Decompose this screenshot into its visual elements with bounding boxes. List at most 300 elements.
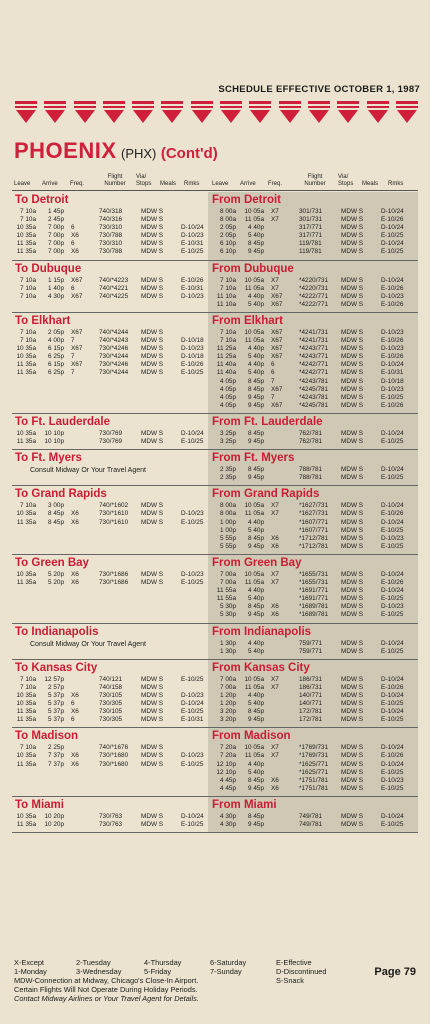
- flight-row: [12, 579, 208, 587]
- arrive-time: 6 25p: [48, 369, 64, 377]
- remarks: D-10/23: [381, 292, 404, 300]
- leave-time: 11 35a: [16, 518, 36, 526]
- remarks: E-10/25: [381, 768, 404, 776]
- flight-number: 730/*1686: [99, 570, 129, 578]
- flight-number: *4245/781: [299, 401, 329, 409]
- leave-time: 1 20p: [220, 700, 236, 708]
- flight-number: 740/*4221: [99, 284, 129, 292]
- arrive-time: 7 00p: [48, 248, 64, 256]
- to-column: [12, 555, 208, 623]
- leave-time: 6 10p: [220, 248, 236, 256]
- from-origin-title: From Indianapolis: [212, 625, 312, 638]
- flight-number: *1607/771: [299, 526, 329, 534]
- remarks: E-10/25: [381, 526, 404, 534]
- remarks: D-10/24: [381, 502, 404, 510]
- leave-time: 10 35a: [16, 510, 36, 518]
- route-section: [12, 660, 418, 729]
- flight-row: [12, 813, 208, 821]
- via-stops: MDW S: [341, 821, 364, 829]
- col-meals: Meals: [160, 181, 177, 187]
- arrive-time: 2 05p: [48, 328, 64, 336]
- down-arrow-icon: [131, 100, 155, 124]
- down-arrow-icon: [190, 100, 214, 124]
- arrive-time: 8 45p: [248, 377, 264, 385]
- flight-number: 730/*4246: [99, 345, 129, 353]
- flight-number: 749/781: [299, 812, 323, 820]
- frequency: X6: [271, 611, 279, 619]
- from-origin-title: From Detroit: [212, 194, 281, 206]
- flight-row: [208, 216, 418, 224]
- frequency: X67: [71, 276, 83, 284]
- via-stops: MDW S: [341, 812, 364, 820]
- arrive-time: 5 40p: [248, 700, 264, 708]
- remarks: E-10/26: [181, 361, 204, 369]
- legend-code: 6-Saturday: [210, 958, 247, 967]
- flight-row: [208, 386, 418, 394]
- flight-number: 301/731: [299, 216, 323, 224]
- flight-number: *4243/771: [299, 345, 329, 353]
- leave-time: 11 35a: [16, 240, 36, 248]
- leave-time: 7 10a: [20, 683, 36, 691]
- arrive-time: 5 37p: [48, 691, 64, 699]
- leave-time: 7 10a: [20, 328, 36, 336]
- flight-row: [208, 329, 418, 337]
- frequency: X6: [71, 708, 79, 716]
- flight-number: *1625/771: [299, 760, 329, 768]
- frequency: X7: [271, 675, 279, 683]
- remarks: E-10/25: [381, 542, 404, 550]
- leave-time: 7 00a: [220, 675, 236, 683]
- remarks: D-10/24: [381, 691, 404, 699]
- flight-number: 788/781: [299, 474, 323, 482]
- legend-code: D-Discontinued: [276, 967, 327, 976]
- via-stops: MDW S: [141, 760, 164, 768]
- to-column: [12, 261, 208, 312]
- via-stops: MDW S: [341, 401, 364, 409]
- remarks: E-10/25: [181, 248, 204, 256]
- legend-row-3: [14, 976, 418, 985]
- from-origin-title: From Green Bay: [212, 556, 302, 569]
- via-stops: MDW S: [141, 518, 164, 526]
- from-column: [208, 797, 418, 832]
- flight-number: 730/769: [99, 429, 123, 437]
- flight-row: [208, 208, 418, 216]
- leave-time: 7 10a: [20, 284, 36, 292]
- flight-row: [208, 777, 418, 785]
- via-stops: MDW S: [141, 700, 164, 708]
- flight-number: 762/781: [299, 438, 323, 446]
- flight-row: [208, 361, 418, 369]
- col-freq: Freq.: [268, 181, 283, 187]
- flight-row: [12, 353, 208, 361]
- via-stops: MDW S: [341, 760, 364, 768]
- flight-number: *4222/771: [299, 300, 329, 308]
- from-column: [208, 414, 418, 449]
- down-arrow-icon: [307, 100, 331, 124]
- via-stops: MDW S: [141, 570, 164, 578]
- via-stops: MDW S: [341, 639, 364, 647]
- flight-number: 788/781: [299, 466, 323, 474]
- arrive-time: 7 37p: [48, 752, 64, 760]
- flight-number: *1751/781: [299, 784, 329, 792]
- arrive-time: 9 45p: [248, 716, 264, 724]
- via-stops: MDW S: [141, 438, 164, 446]
- flight-number: *4241/731: [299, 328, 329, 336]
- via-stops: MDW S: [341, 587, 364, 595]
- route-section: [12, 486, 418, 555]
- leave-time: 12 10p: [216, 760, 236, 768]
- via-stops: MDW S: [141, 691, 164, 699]
- flight-number: *1689/781: [299, 603, 329, 611]
- to-destination-title: To Detroit: [15, 194, 69, 206]
- via-stops: MDW S: [341, 611, 364, 619]
- remarks: D-10/23: [181, 292, 204, 300]
- flight-row: [208, 708, 418, 716]
- remarks: D-10/23: [381, 603, 404, 611]
- remarks: E-10/25: [381, 700, 404, 708]
- route-section: [12, 450, 418, 486]
- flight-number: 140/771: [299, 700, 323, 708]
- leave-time: 2 05p: [220, 224, 236, 232]
- arrive-time: 9 45p: [248, 542, 264, 550]
- frequency: X67: [271, 385, 283, 393]
- down-arrow-icon: [160, 100, 184, 124]
- via-stops: MDW S: [341, 337, 364, 345]
- flight-number: 730/*1680: [99, 760, 129, 768]
- via-stops: MDW S: [341, 248, 364, 256]
- to-destination-title: To Grand Rapids: [15, 488, 107, 501]
- route-section: [12, 313, 418, 414]
- via-stops: MDW S: [141, 292, 164, 300]
- remarks: D-10/23: [381, 534, 404, 542]
- arrive-time: 5 40p: [248, 647, 264, 655]
- leave-time: 7 10a: [20, 675, 36, 683]
- frequency: X7: [271, 683, 279, 691]
- leave-time: 10 35a: [16, 224, 36, 232]
- arrive-time: 7 37p: [48, 760, 64, 768]
- frequency: X67: [271, 337, 283, 345]
- leave-time: 11 55a: [216, 587, 236, 595]
- legend-row-1: [14, 958, 418, 967]
- flight-row: [208, 579, 418, 587]
- via-stops: MDW S: [141, 752, 164, 760]
- flight-row: [208, 353, 418, 361]
- leave-time: 4 30p: [220, 812, 236, 820]
- to-destination-title: To Miami: [15, 798, 64, 811]
- arrive-time: 4 40p: [248, 518, 264, 526]
- remarks: E-10/25: [181, 675, 204, 683]
- leave-time: 8 00a: [220, 510, 236, 518]
- flight-number: 730/310: [99, 240, 123, 248]
- flight-number: 730/305: [99, 700, 123, 708]
- flight-number: 740/*1602: [99, 502, 129, 510]
- arrive-time: 10 10p: [44, 438, 64, 446]
- leave-time: 2 35p: [220, 466, 236, 474]
- via-stops: MDW S: [341, 700, 364, 708]
- flight-row: [208, 345, 418, 353]
- flight-number: *4242/771: [299, 369, 329, 377]
- remarks: D-10/24: [381, 276, 404, 284]
- to-column: [12, 728, 208, 796]
- via-stops: MDW S: [141, 337, 164, 345]
- arrive-time: 8 45p: [248, 603, 264, 611]
- via-stops: MDW S: [141, 675, 164, 683]
- frequency: X67: [71, 328, 83, 336]
- frequency: X67: [71, 292, 83, 300]
- flight-number: 301/731: [299, 208, 323, 215]
- remarks: E-10/25: [181, 760, 204, 768]
- remarks: E-10/26: [381, 683, 404, 691]
- col-flight-number: Flight Number: [104, 174, 126, 187]
- via-stops: MDW S: [341, 502, 364, 510]
- leave-time: 8 00a: [220, 502, 236, 510]
- arrive-time: 10 05a: [244, 570, 264, 578]
- leave-time: 7 10a: [220, 284, 236, 292]
- legend-code: X-Except: [14, 958, 44, 967]
- flight-row: [208, 378, 418, 386]
- arrive-time: 6 15p: [48, 345, 64, 353]
- frequency: X7: [271, 284, 279, 292]
- flight-number: *1769/731: [299, 744, 329, 752]
- to-column: [12, 797, 208, 832]
- flight-row: [208, 224, 418, 232]
- remarks: D-10/24: [181, 224, 204, 232]
- page-number: Page 79: [374, 966, 416, 978]
- col-arrive: Arrive: [240, 181, 256, 187]
- arrive-time: 10 05a: [244, 208, 264, 215]
- contact-note: Contact Midway Airlines or Your Travel Agent for Details.: [14, 994, 199, 1003]
- flight-number: 740/*4223: [99, 276, 129, 284]
- remarks: E-10/25: [181, 579, 204, 587]
- leave-time: 1 30p: [220, 639, 236, 647]
- flight-row: [208, 394, 418, 402]
- via-stops: MDW S: [141, 345, 164, 353]
- arrive-time: 11 05a: [244, 216, 264, 224]
- via-stops: MDW S: [341, 768, 364, 776]
- page-title: [14, 138, 218, 164]
- arrive-time: 5 20p: [48, 579, 64, 587]
- remarks: E-10/25: [381, 611, 404, 619]
- via-stops: MDW S: [141, 284, 164, 292]
- frequency: 6: [71, 240, 75, 248]
- remarks: D-10/23: [381, 328, 404, 336]
- frequency: X6: [71, 752, 79, 760]
- flight-row: [12, 571, 208, 579]
- via-stops: MDW S: [341, 240, 364, 248]
- flight-row: [208, 595, 418, 603]
- remarks: E-10/26: [381, 300, 404, 308]
- remarks: E-10/26: [381, 752, 404, 760]
- leave-time: 10 35a: [16, 570, 36, 578]
- leave-time: 4 45p: [220, 776, 236, 784]
- frequency: X6: [71, 691, 79, 699]
- arrive-time: 9 45p: [248, 401, 264, 409]
- flight-number: 730/305: [99, 716, 123, 724]
- via-stops: MDW S: [341, 518, 364, 526]
- via-stops: MDW S: [341, 345, 364, 353]
- leave-time: 4 05p: [220, 385, 236, 393]
- arrive-time: 1 45p: [48, 208, 64, 215]
- via-stops: MDW S: [141, 708, 164, 716]
- from-origin-title: From Grand Rapids: [212, 488, 320, 501]
- flight-row: [12, 216, 208, 224]
- arrive-time: 10 20p: [44, 812, 64, 820]
- frequency: X67: [271, 292, 283, 300]
- remarks: D-10/24: [381, 361, 404, 369]
- frequency: X6: [71, 579, 79, 587]
- connection-note: MDW-Connection at Midway, Chicago's Close-In Airport.: [14, 976, 199, 985]
- route-section: [12, 728, 418, 797]
- leave-time: 8 00a: [220, 208, 236, 215]
- from-origin-title: From Miami: [212, 798, 277, 811]
- arrive-time: 12 57p: [44, 675, 64, 683]
- arrive-time: 7 00p: [48, 240, 64, 248]
- route-section: [12, 192, 418, 261]
- via-stops: MDW S: [141, 361, 164, 369]
- frequency: X6: [71, 570, 79, 578]
- leave-time: 10 35a: [16, 812, 36, 820]
- to-column: [12, 486, 208, 554]
- arrive-time: 10 05a: [244, 328, 264, 336]
- via-stops: MDW S: [341, 208, 364, 215]
- flight-number: 317/771: [299, 224, 323, 232]
- route-section: [12, 624, 418, 660]
- leave-time: 7 10a: [20, 337, 36, 345]
- leave-time: 11 35a: [16, 369, 36, 377]
- via-stops: MDW S: [341, 526, 364, 534]
- header-divider: [12, 190, 418, 191]
- down-arrow-icon: [278, 100, 302, 124]
- from-origin-title: From Elkhart: [212, 314, 283, 327]
- remarks: D-10/24: [381, 639, 404, 647]
- flight-number: 762/781: [299, 429, 323, 437]
- to-destination-title: To Ft. Lauderdale: [15, 415, 110, 428]
- route-section: [12, 555, 418, 624]
- legend-code: E-Effective: [276, 958, 312, 967]
- remarks: E-10/25: [381, 232, 404, 240]
- remarks: D-10/23: [381, 385, 404, 393]
- flight-row: [12, 277, 208, 285]
- to-destination-title: To Ft. Myers: [15, 452, 82, 465]
- arrive-time: 5 20p: [48, 570, 64, 578]
- via-stops: MDW S: [141, 248, 164, 256]
- arrive-time: 10 05a: [244, 744, 264, 752]
- frequency: 7: [271, 393, 275, 401]
- flight-number: *1607/771: [299, 518, 329, 526]
- via-stops: MDW S: [141, 510, 164, 518]
- flight-number: *4245/781: [299, 385, 329, 393]
- col-leave: Leave: [212, 181, 229, 187]
- arrive-time: 9 45p: [248, 248, 264, 256]
- from-column: [208, 624, 418, 659]
- leave-time: 10 35a: [16, 353, 36, 361]
- flight-row: [12, 821, 208, 829]
- flight-number: 119/781: [299, 248, 322, 256]
- leave-time: 7 10a: [20, 744, 36, 752]
- frequency: X6: [71, 232, 79, 240]
- leave-time: 10 35a: [16, 752, 36, 760]
- via-stops: MDW S: [341, 232, 364, 240]
- leave-time: 7 20a: [220, 752, 236, 760]
- via-stops: MDW S: [341, 752, 364, 760]
- col-leave: Leave: [14, 181, 31, 187]
- legend-code: 1-Monday: [14, 967, 47, 976]
- flight-row: [12, 224, 208, 232]
- remarks: D-10/24: [381, 812, 404, 820]
- flight-number: *1655/731: [299, 579, 329, 587]
- from-column: [208, 660, 418, 728]
- from-origin-title: From Ft. Lauderdale: [212, 415, 323, 428]
- flight-row: [12, 329, 208, 337]
- flight-row: [208, 692, 418, 700]
- flight-row: [208, 285, 418, 293]
- flight-number: *1751/781: [299, 776, 329, 784]
- flight-row: [12, 438, 208, 446]
- via-stops: MDW S: [341, 466, 364, 474]
- remarks: D-10/24: [181, 812, 204, 820]
- remarks: E-10/25: [381, 248, 404, 256]
- via-stops: MDW S: [341, 361, 364, 369]
- continued-label: (Cont'd): [160, 145, 218, 162]
- leave-time: 11 35a: [16, 579, 36, 587]
- flight-row: [208, 293, 418, 301]
- frequency: X7: [271, 579, 279, 587]
- via-stops: MDW S: [341, 579, 364, 587]
- via-stops: MDW S: [141, 683, 164, 691]
- flight-number: 740/*4244: [99, 328, 129, 336]
- schedule-effective: SCHEDULE EFFECTIVE OCTOBER 1, 1987: [218, 84, 420, 95]
- leave-time: 11 35a: [16, 821, 36, 829]
- frequency: X7: [271, 752, 279, 760]
- arrow-banner: [14, 100, 419, 126]
- to-destination-title: To Green Bay: [15, 556, 89, 569]
- via-stops: MDW S: [341, 603, 364, 611]
- flight-row: [208, 510, 418, 518]
- remarks: E-10/31: [381, 369, 404, 377]
- flight-row: [208, 587, 418, 595]
- arrive-time: 9 45p: [248, 393, 264, 401]
- via-stops: MDW S: [141, 744, 164, 752]
- leave-time: 7 10a: [20, 502, 36, 510]
- flight-number: 740/316: [99, 216, 123, 224]
- frequency: X6: [271, 534, 279, 542]
- arrive-time: 6 25p: [48, 353, 64, 361]
- arrive-time: 5 37p: [48, 708, 64, 716]
- route-section: [12, 261, 418, 313]
- frequency: X7: [271, 744, 279, 752]
- remarks: D-10/24: [381, 208, 404, 215]
- arrive-time: 4 40p: [248, 587, 264, 595]
- flight-number: 172/781: [299, 716, 323, 724]
- column-header-right: [212, 172, 418, 190]
- remarks: D-10/18: [381, 377, 404, 385]
- leave-time: 5 30p: [220, 611, 236, 619]
- arrive-time: 4 00p: [48, 337, 64, 345]
- remarks: D-10/23: [181, 510, 204, 518]
- leave-time: 11 35a: [16, 708, 36, 716]
- flight-number: 730/*1610: [99, 510, 129, 518]
- arrive-time: 5 37p: [48, 716, 64, 724]
- frequency: X6: [271, 776, 279, 784]
- flight-number: *4243/781: [299, 393, 329, 401]
- flight-number: 730/*1610: [99, 518, 129, 526]
- arrive-time: 5 40p: [248, 595, 264, 603]
- arrive-time: 10 05a: [244, 502, 264, 510]
- to-column: [12, 414, 208, 449]
- leave-time: 1 30p: [220, 647, 236, 655]
- col-meals: Meals: [362, 181, 379, 187]
- legend-row-2: [14, 967, 418, 976]
